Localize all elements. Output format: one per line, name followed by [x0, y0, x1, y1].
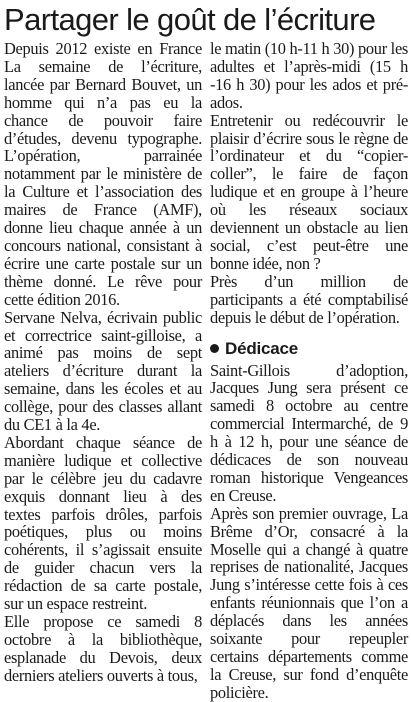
paragraph-participants: Près d’un million de participants a été comptabilisé depuis le début de l’opération.	[210, 271, 408, 327]
left-column	[4, 40, 202, 685]
paragraph-samedi: Elle propose ce samedi 8 octobre à la bibliothèque, esplanade du Devois, deux derniers ateliers ouverts à tous,	[4, 612, 202, 685]
paragraph-entretenir: Entretenir ou redécouvrir le plaisir d’écrire sous le règne de l’ordinateur et du “copier-coller”, le faire de façon ludique et en groupe à l’heure où les réseaux sociaux deviennent un obstacle au lien social, c’est peut-être une bonne idée, non ?	[210, 110, 408, 273]
paragraph-servane	[4, 309, 202, 434]
dedicace-subhead	[210, 339, 408, 359]
right-column	[210, 40, 408, 702]
paragraph-breme: Après son premier ouvrage, La Brême d’Or, consacré à la Moselle qui a changé à quatre reprises de nationalité, Jacques Jung s’intéresse cette fois à ces enfants réunionnais que l’on a déplacés dans les années soixante pour repeupler certains départements comme la Creuse, sur fond d’enquête policière.	[210, 503, 408, 702]
paragraph-jung: Saint-Gillois d’adoption, Jacques Jung sera présent ce samedi 8 octobre au centre commercial Intermarché, de 9 h à 12 h, pour une séance de dédicaces de son nouveau roman historique Vengeances en Creuse.	[210, 360, 408, 505]
paragraph-intro: Depuis 2012 existe en France La semaine de l’écriture, lancée par Bernard Bouvet, un homme qui n’a pas eu la chance de pouvoir faire d’études, devenu typographe. L’opération, parrainée notamment par le ministère de la Culture et l’association des maires de France (AMF), donne lieu chaque année à un concours national, consistant à écrire une carte postale sur un thème donné. Le rêve pour cette édition 2016.	[4, 39, 202, 309]
dedicace-subhead-label: Dédicace	[225, 338, 299, 358]
bullet-icon	[210, 344, 219, 353]
paragraph-servane-text: Servane Nelva, écrivain public et correctrice saint-gilloise, a animé pas moins de sept ateliers d’écriture durant la semaine, dans les écoles et au collège, pour des classes allant du CE1 à la 4e.	[4, 307, 202, 435]
paragraph-seances: Abordant chaque séance de manière ludique et collective par le célèbre jeu du cadavre exquis donnant lieu à des textes parfois drôles, parfois poétiques, plus ou moins cohérents, il s’agissait ensuite de guider chacun vers la rédaction de sa carte postale, sur un espace restreint.	[4, 432, 202, 614]
article-headline: Partager le goût de l’écriture	[4, 2, 376, 37]
paragraph-horaires: le matin (10 h-11 h 30) pour les adultes et l’après-midi (15 h -16 h 30) pour les ados et pré-ados.	[210, 39, 408, 112]
